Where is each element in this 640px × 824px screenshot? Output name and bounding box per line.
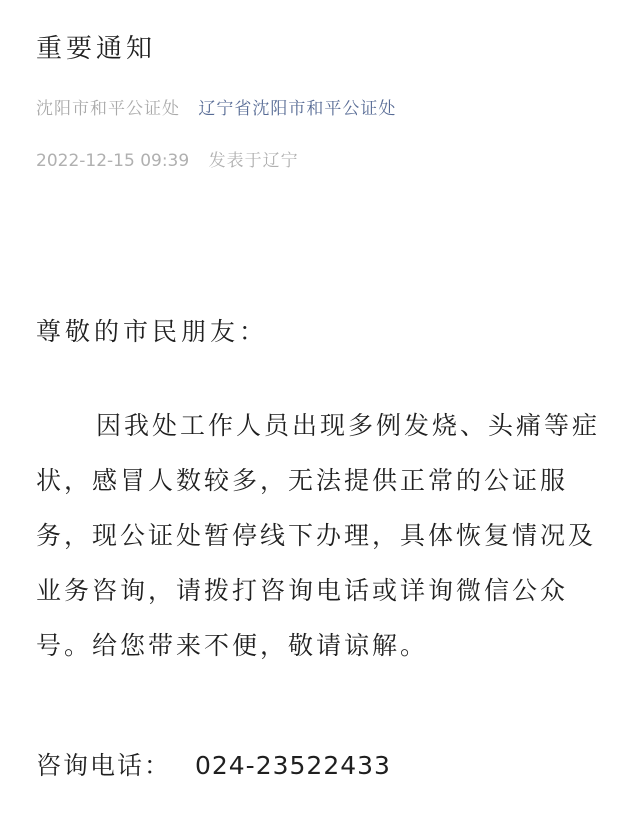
article-meta: [36, 94, 396, 119]
phone-number[interactable]: 024-23522433: [194, 751, 391, 780]
publish-info: [36, 146, 299, 171]
author-name: 沈阳市和平公证处: [36, 99, 180, 119]
article-title: 重要通知: [36, 34, 157, 64]
consult-phone: [36, 746, 391, 782]
publish-time: 2022-12-15 09:39: [36, 151, 190, 171]
publish-location: 发表于辽宁: [208, 151, 299, 171]
greeting-line: 尊敬的市民朋友：: [36, 317, 269, 346]
phone-label: 咨询电话：: [36, 751, 172, 780]
notice-body: 因我处工作人员出现多例发烧、头痛等症状，感冒人数较多，无法提供正常的公证服务，现公证处暂停线下办理，具体恢复情况及业务咨询，请拨打咨询电话或详询微信公众号。给您带来不便，敬请谅解。: [36, 411, 601, 660]
official-account-link[interactable]: 辽宁省沈阳市和平公证处: [198, 99, 397, 119]
